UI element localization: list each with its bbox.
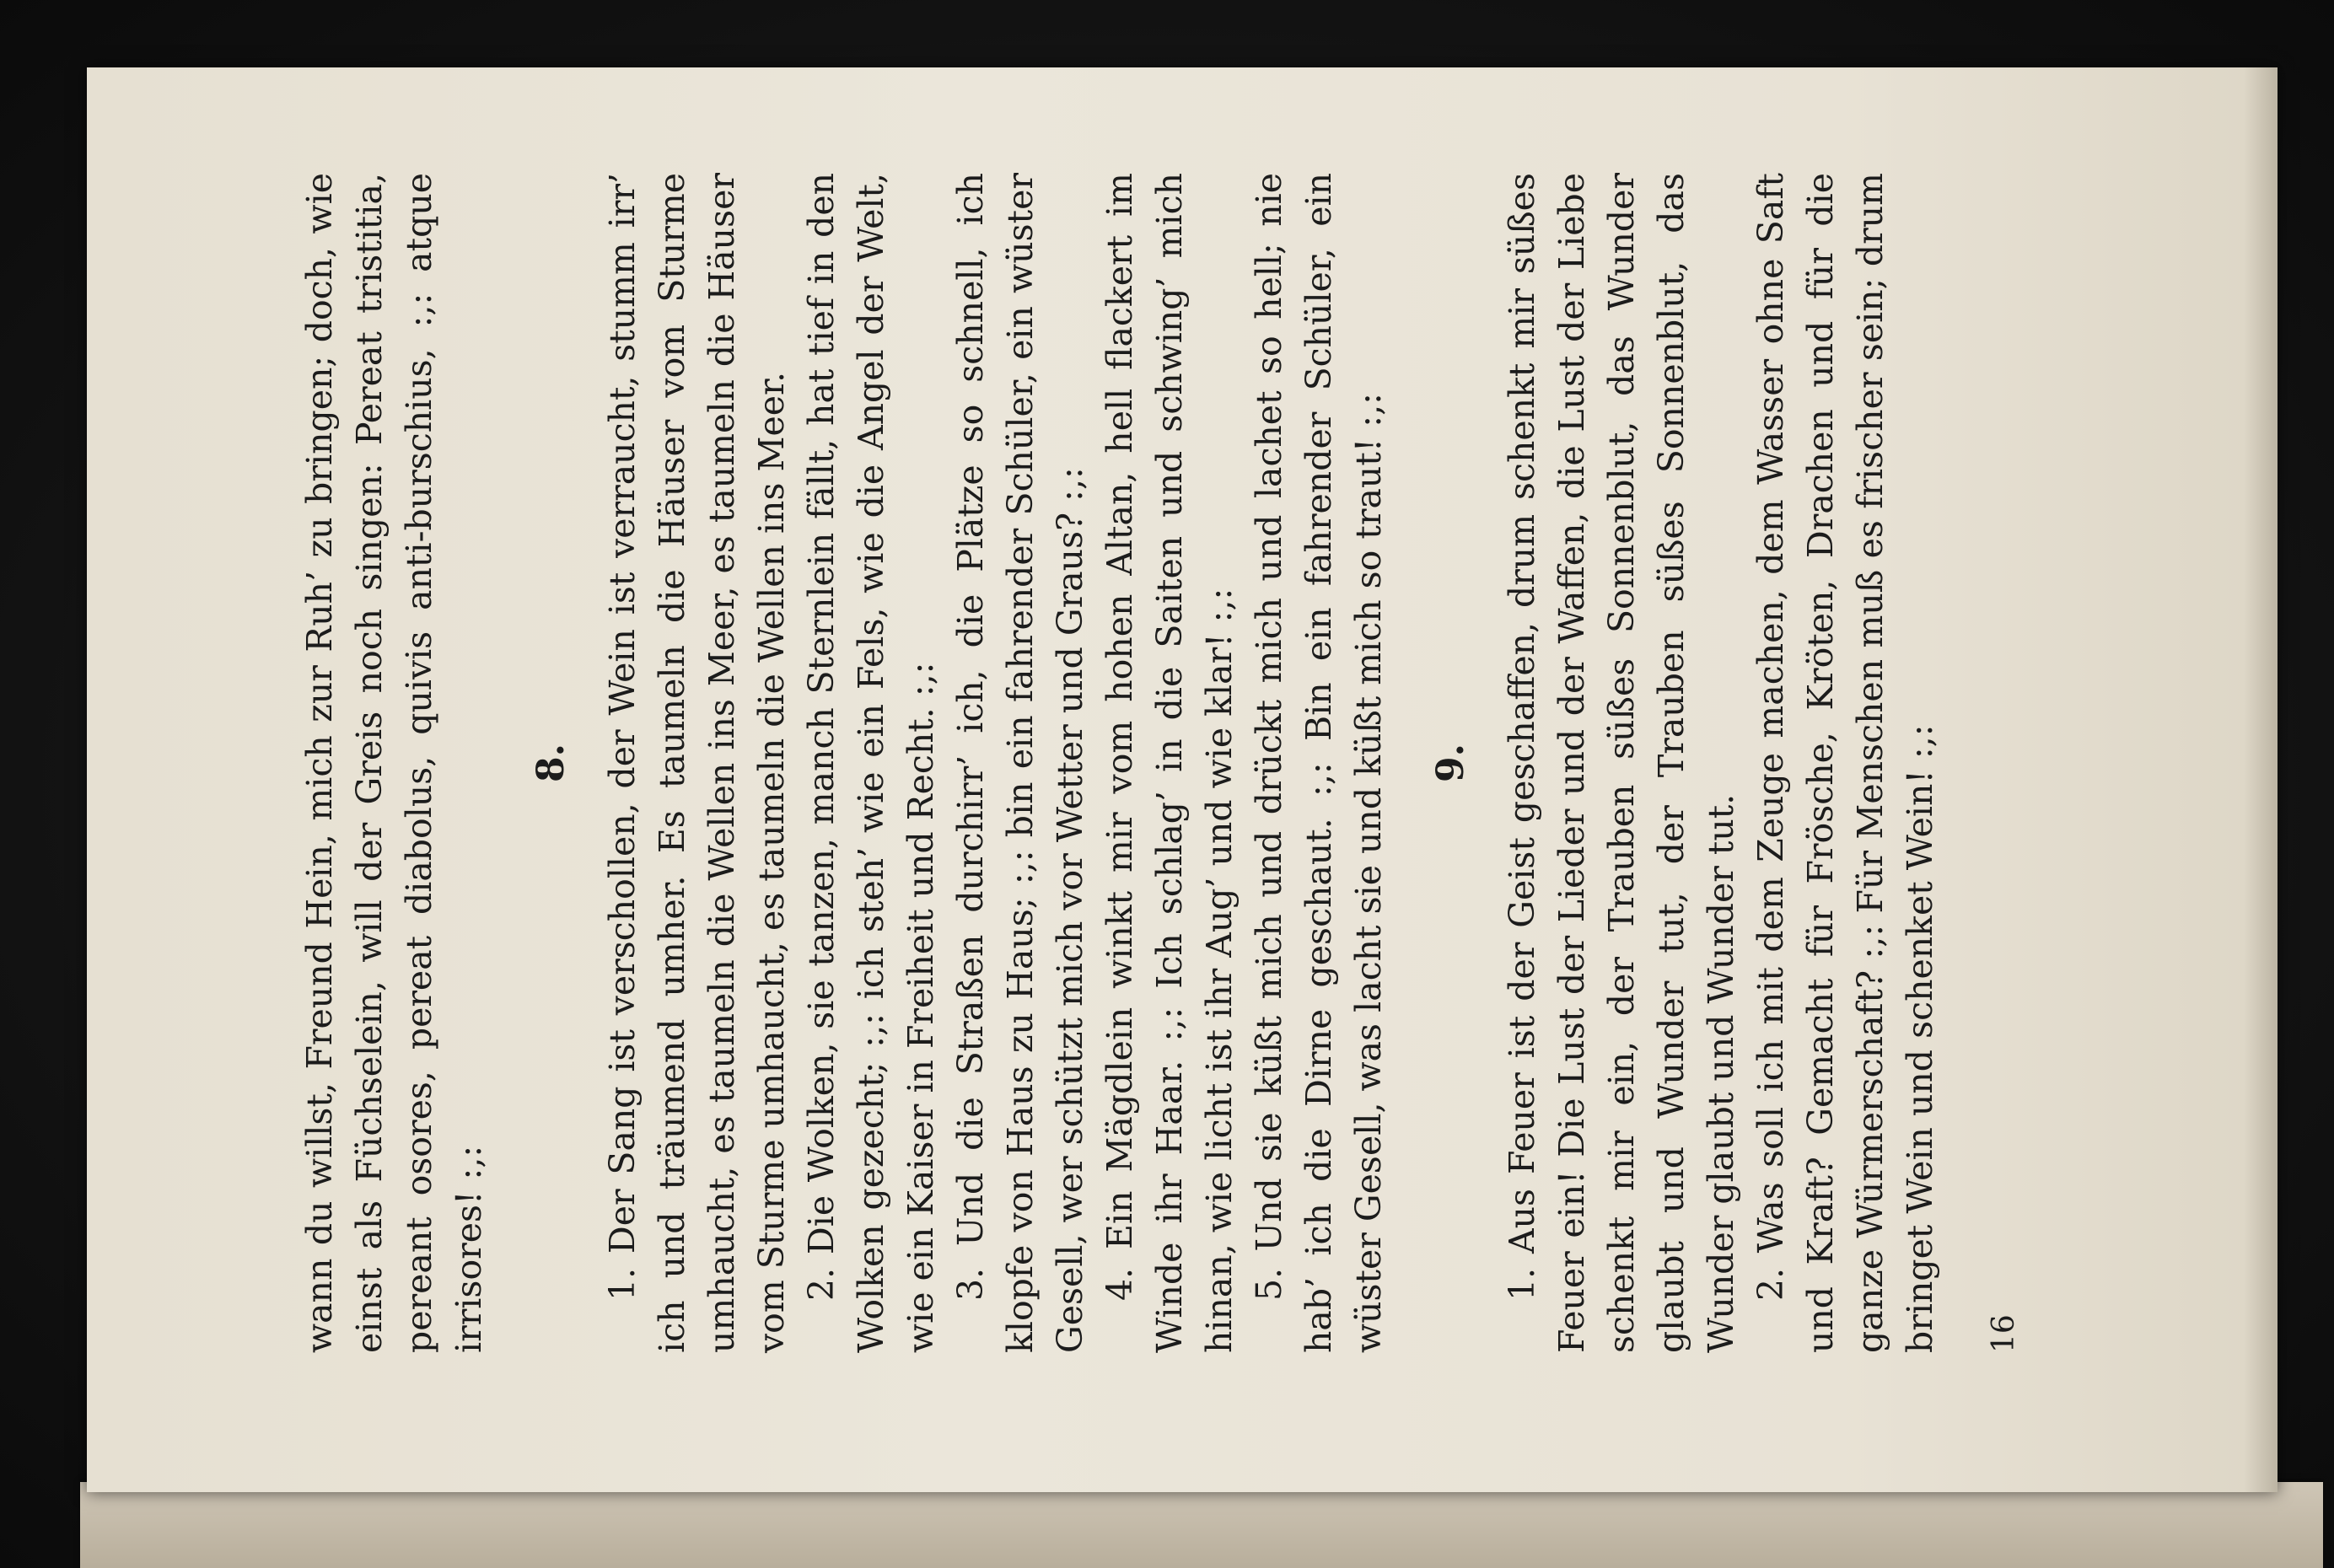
song-8-stanza-2: 2. Die Wolken, sie tanzen, manch Sternlein fällt, hat tief in den Wolken gezecht; :,: ich steh’ wie ein Fels, wie die Angel der Welt, wie ein Kaiser in Freiheit und Recht. :,:	[801, 173, 941, 1353]
song-9-stanza-2: 2. Was soll ich mit dem Zeuge machen, dem Wasser ohne Saft und Kraft? Gemacht für Frösche, Kröten, Drachen und für die ganze Würmerschaft? :,: Für Menschen muß es frischer sein; drum bringet Wein und schenket Wein! :,:	[1750, 173, 1940, 1353]
page-text	[295, 173, 2021, 1353]
song-9-stanza-1: 1. Aus Feuer ist der Geist geschaffen, drum schenkt mir süßes Feuer ein! Die Lust der Lieder und der Waffen, die Lust der Liebe schenkt mir ein, der Trauben süßes Sonnenblut, das Wunder glaubt und Wunder tut, der Trauben süßes Sonnenblut, das Wunder glaubt und Wunder tut.	[1502, 173, 1741, 1353]
song-8-stanza-3: 3. Und die Straßen durchirr’ ich, die Plätze so schnell, ich klopfe von Haus zu Haus; :,: bin ein fahrender Schüler, ein wüster Gesell, wer schützt mich vor Wetter und Graus? :,:	[950, 173, 1090, 1353]
song-8-stanza-4: 4. Ein Mägdlein winkt mir vom hohen Altan, hell flackert im Winde ihr Haar. :,: Ich schlag’ in die Saiten und schwing’ mich hinan, wie licht ist ihr Aug’ und wie klar! :,:	[1100, 173, 1240, 1353]
song-8-stanza-1: 1. Der Sang ist verschollen, der Wein ist verraucht, stumm irr’ ich und träumend umher. Es taumeln die Häuser vom Sturme umhaucht, es taumeln die Wellen ins Meer, es taumeln die Häuser vom Sturme umhaucht, es taumeln die Wellen ins Meer.	[602, 173, 792, 1353]
facing-page-edge	[80, 1482, 2323, 1568]
intro-paragraph: wann du willst, Freund Hein, mich zur Ruh’ zu bringen; doch, wie einst als Füchselein, will der Greis noch singen: Pereat tristitia, pereant osores, pereat diabolus, quivis anti-burschius, :,: atque irrisores! :,:	[299, 173, 489, 1353]
song-8-stanza-5: 5. Und sie küßt mich und drückt mich und lachet so hell; nie hab’ ich die Dirne geschaut. :,: Bin ein fahrender Schüler, ein wüster Gesell, was lacht sie und küßt mich so traut! :,:	[1249, 173, 1389, 1353]
song-9-number: 9.	[1429, 744, 1472, 782]
song-8-number: 8.	[530, 744, 573, 782]
page-number: 16	[1987, 1314, 2021, 1353]
page-fold-shadow	[2244, 67, 2278, 1492]
